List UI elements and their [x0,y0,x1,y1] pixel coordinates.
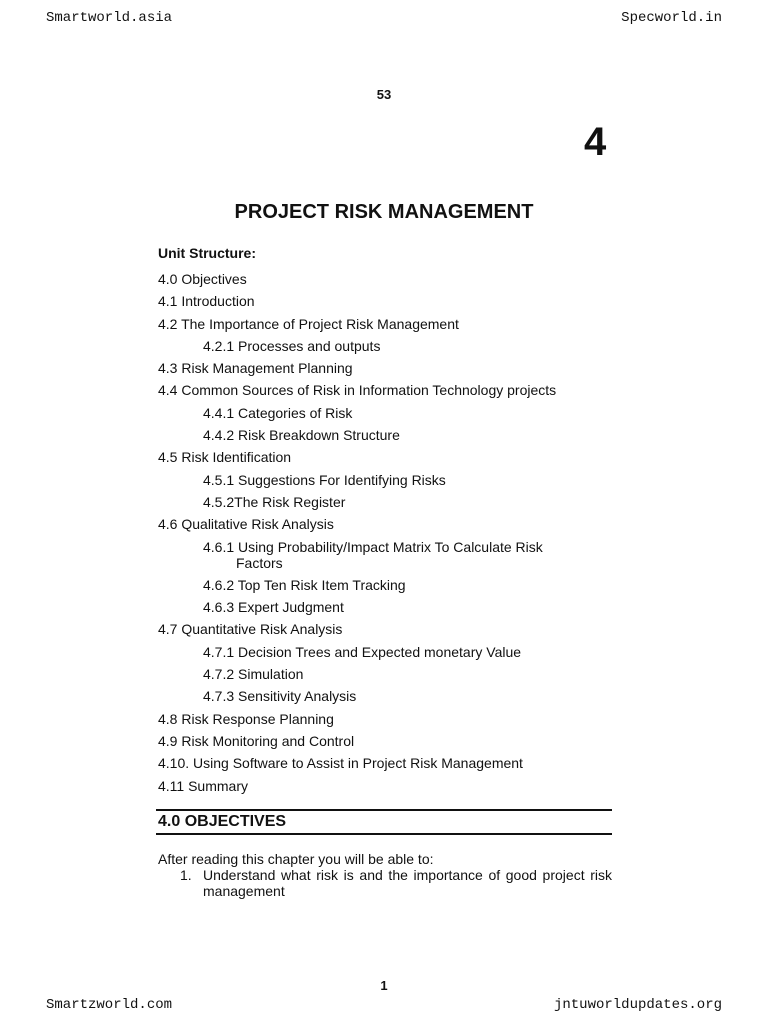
objectives-heading: 4.0 OBJECTIVES [158,813,287,830]
toc-subitem-continuation: Factors [236,554,283,571]
footer-right-site: jntuworldupdates.org [553,997,722,1013]
toc-subitem [158,539,618,571]
unit-structure-list [158,271,618,800]
header-left-site: Smartworld.asia [46,10,173,26]
toc-item: 4.7 Quantitative Risk Analysis [158,621,343,638]
toc-subitem: 4.7.2 Simulation [203,666,304,683]
toc-subitem: 4.7.3 Sensitivity Analysis [203,688,357,705]
toc-item: 4.3 Risk Management Planning [158,360,353,377]
header-right-site: Specworld.in [621,10,722,26]
toc-item: 4.0 Objectives [158,271,247,287]
objective-text: Understand what risk is and the importance of good project risk management [203,867,612,899]
objective-item [180,867,612,899]
toc-subitem: 4.6.3 Expert Judgment [203,599,344,616]
toc-subitem: 4.5.2The Risk Register [203,493,346,510]
unit-structure-heading: Unit Structure: [158,245,256,261]
toc-subitem-line: 4.6.1 Using Probability/Impact Matrix To Calculate Risk [203,538,543,555]
toc-item: 4.2 The Importance of Project Risk Management [158,315,459,332]
toc-subitem: 4.4.1 Categories of Risk [203,404,353,421]
toc-item: 4.5 Risk Identification [158,449,292,466]
toc-item: 4.4 Common Sources of Risk in Information Technology projects [158,382,557,399]
toc-item: 4.1 Introduction [158,293,255,310]
chapter-number: 4 [584,120,607,164]
page-number-top: 53 [376,87,392,102]
page-number-bottom: 1 [380,978,388,993]
chapter-title: PROJECT RISK MANAGEMENT [234,201,534,223]
toc-item: 4.9 Risk Monitoring and Control [158,732,355,749]
toc-item: 4.6 Qualitative Risk Analysis [158,516,334,533]
section-rule-bottom [156,833,612,835]
objectives-intro: After reading this chapter you will be able to: [158,851,434,867]
toc-item: 4.10. Using Software to Assist in Project Risk Management [158,755,523,772]
section-rule-top [156,809,612,811]
footer-left-site: Smartzworld.com [46,997,173,1013]
toc-subitem: 4.4.2 Risk Breakdown Structure [203,427,400,444]
toc-item: 4.11 Summary [158,777,248,794]
toc-subitem: 4.2.1 Processes and outputs [203,337,381,354]
toc-item: 4.8 Risk Response Planning [158,710,334,727]
toc-subitem: 4.6.2 Top Ten Risk Item Tracking [203,576,406,593]
toc-subitem: 4.5.1 Suggestions For Identifying Risks [203,471,446,488]
objective-number: 1. [180,867,192,883]
toc-subitem: 4.7.1 Decision Trees and Expected monetary Value [203,643,522,660]
